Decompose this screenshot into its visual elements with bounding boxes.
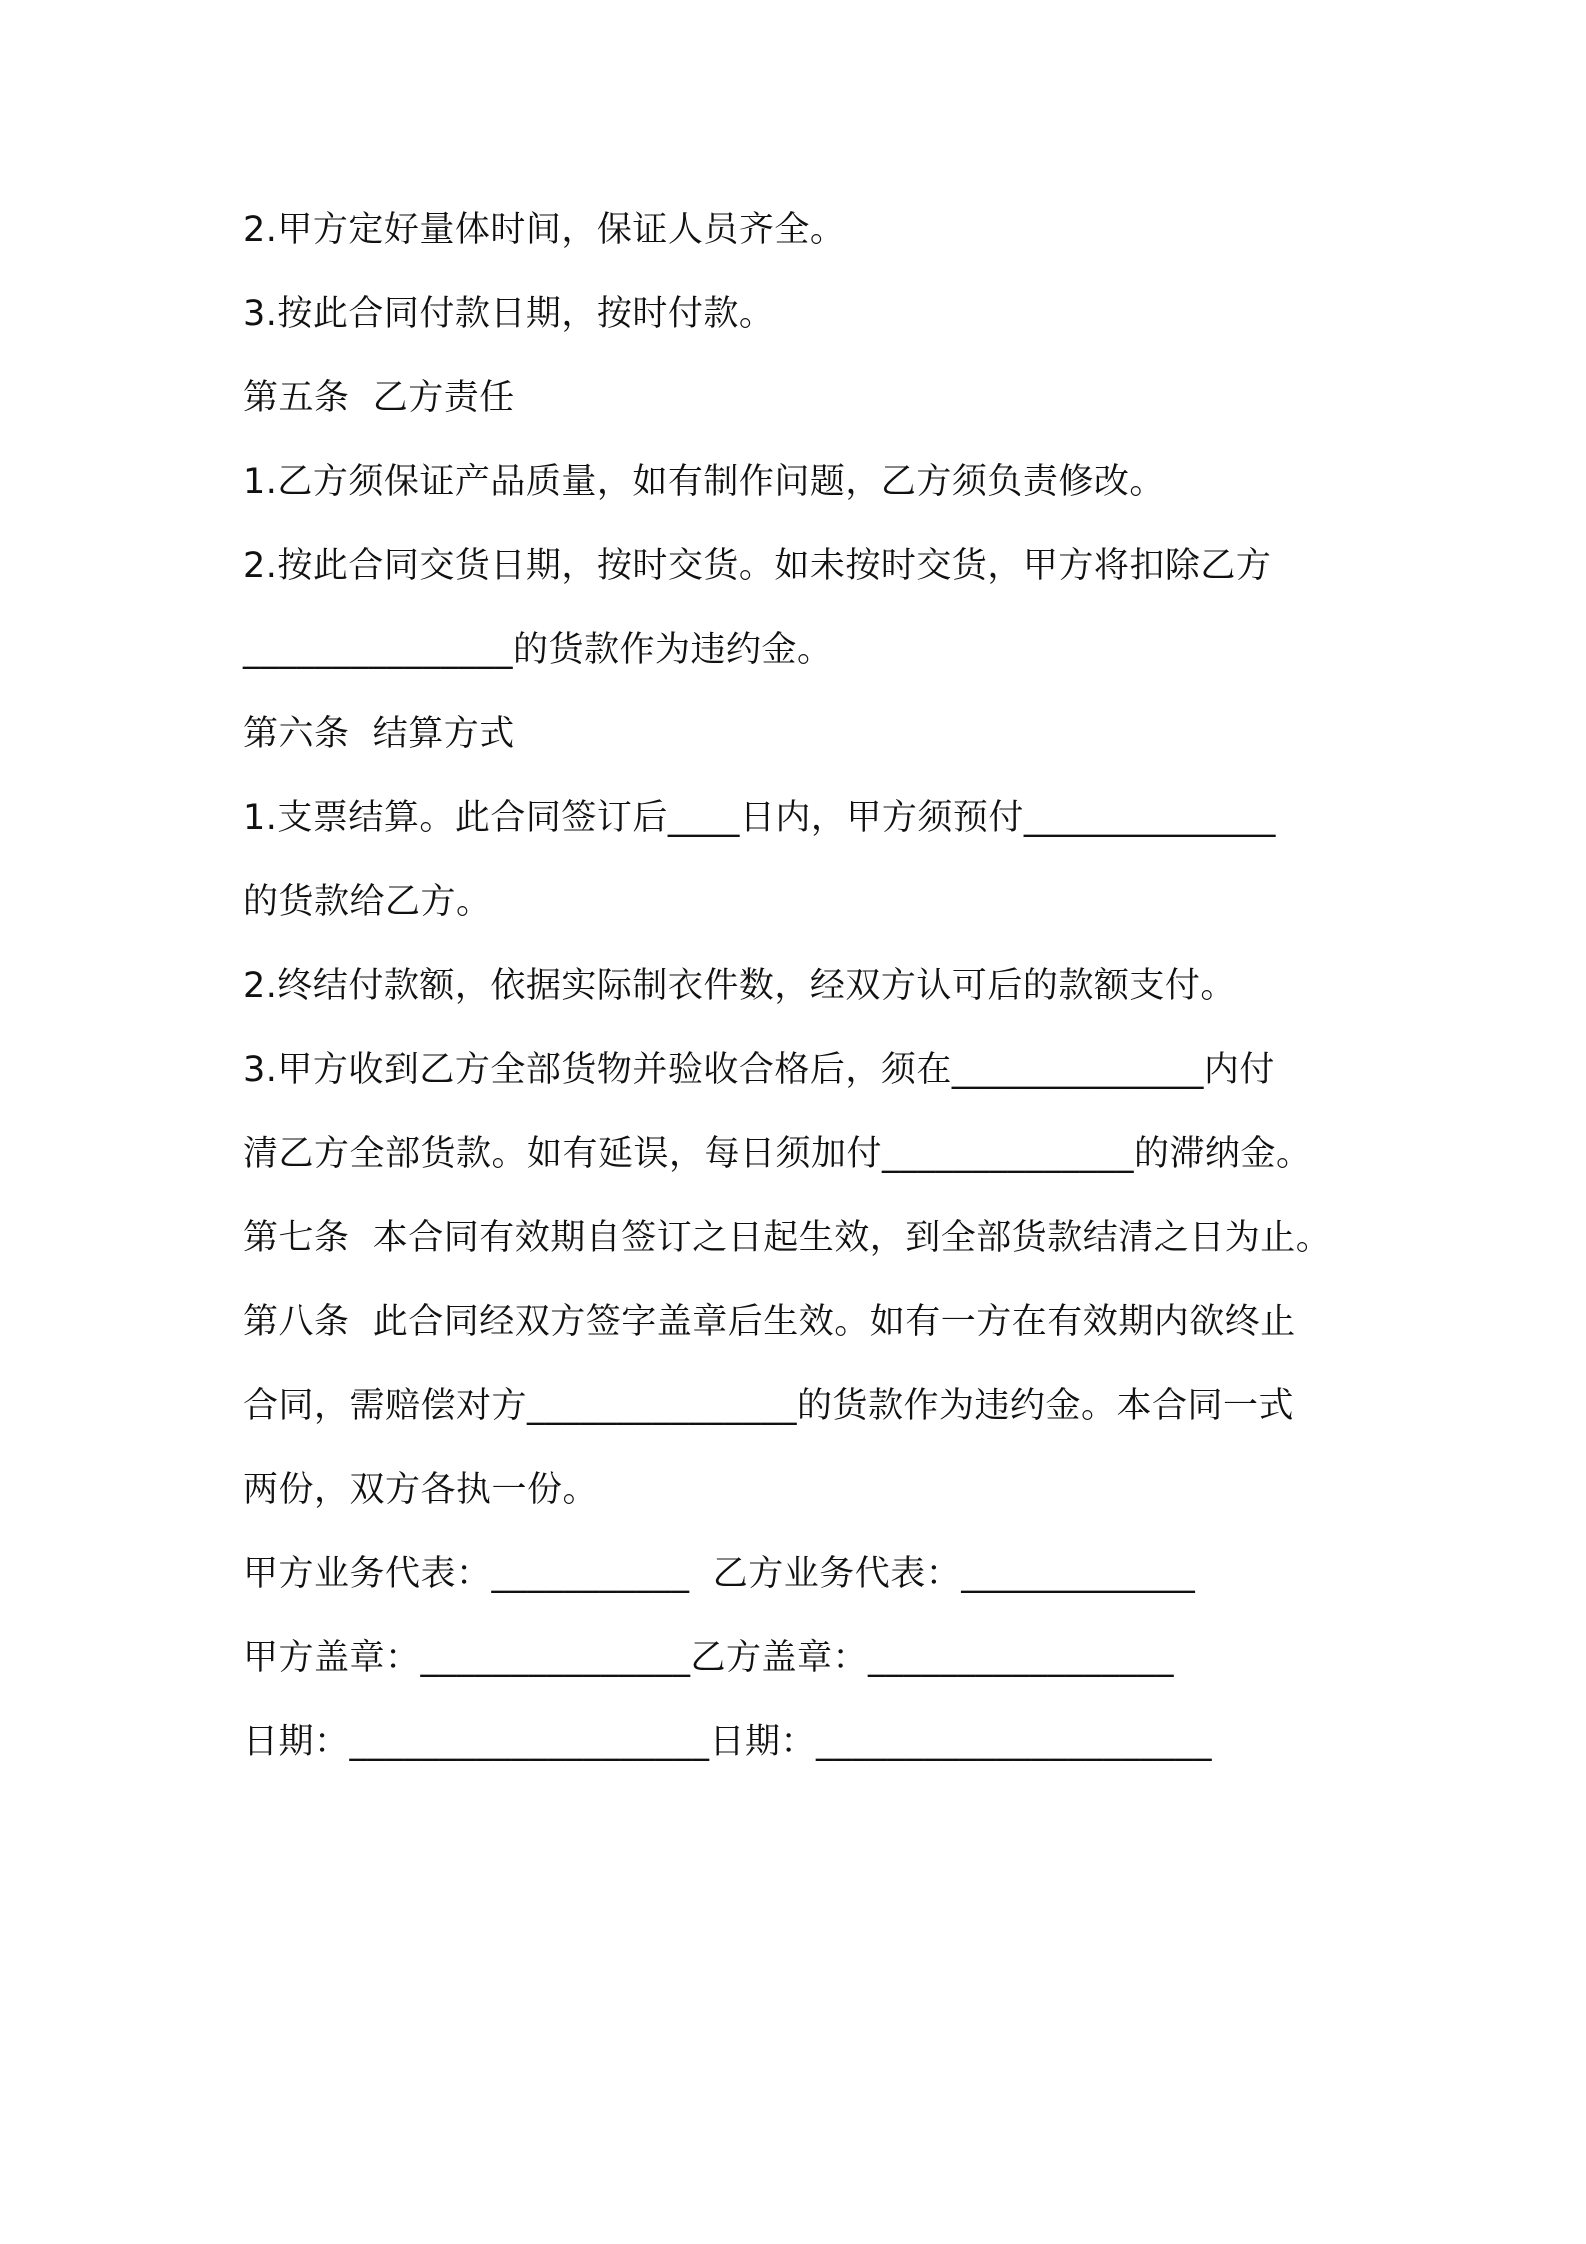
clause-6-item-1: 1.支票结算。此合同签订后____日内，甲方须预付______________ <box>243 798 1276 838</box>
clause-5-item-2: 2.按此合同交货日期，按时交货。如未按时交货，甲方将扣除乙方 <box>243 546 1272 586</box>
signature-representatives: 甲方业务代表：___________ 乙方业务代表：_____________ <box>243 1554 1196 1594</box>
clause-6-item-1-continued: 的货款给乙方。 <box>243 882 492 922</box>
signature-seals: 甲方盖章：_______________乙方盖章：_________________ <box>243 1638 1175 1678</box>
clause-8-continued: 合同，需赔偿对方_______________的货款作为违约金。本合同一式 <box>243 1386 1295 1426</box>
clause-4-item-2: 2.甲方定好量体时间，保证人员齐全。 <box>243 210 846 250</box>
clause-6-item-3-continued: 清乙方全部货款。如有延误，每日须加付______________的滞纳金。 <box>243 1134 1312 1174</box>
clause-5-item-1: 1.乙方须保证产品质量，如有制作问题，乙方须负责修改。 <box>243 462 1165 502</box>
clause-8-continued-2: 两份，双方各执一份。 <box>243 1470 599 1510</box>
clause-6-item-2: 2.终结付款额，依据实际制衣件数，经双方认可后的款额支付。 <box>243 966 1236 1006</box>
clause-4-item-3: 3.按此合同付款日期，按时付款。 <box>243 294 775 334</box>
signature-dates: 日期：____________________日期：______________________ <box>243 1722 1213 1762</box>
clause-7: 第七条 本合同有效期自签订之日起生效，到全部货款结清之日为止。 <box>243 1218 1332 1258</box>
clause-6-heading: 第六条 结算方式 <box>243 714 515 754</box>
clause-5-heading: 第五条 乙方责任 <box>243 378 515 418</box>
clause-5-item-2-continued: _______________的货款作为违约金。 <box>243 630 833 670</box>
clause-8: 第八条 此合同经双方签字盖章后生效。如有一方在有效期内欲终止 <box>243 1302 1296 1342</box>
clause-6-item-3: 3.甲方收到乙方全部货物并验收合格后，须在______________内付 <box>243 1050 1275 1090</box>
